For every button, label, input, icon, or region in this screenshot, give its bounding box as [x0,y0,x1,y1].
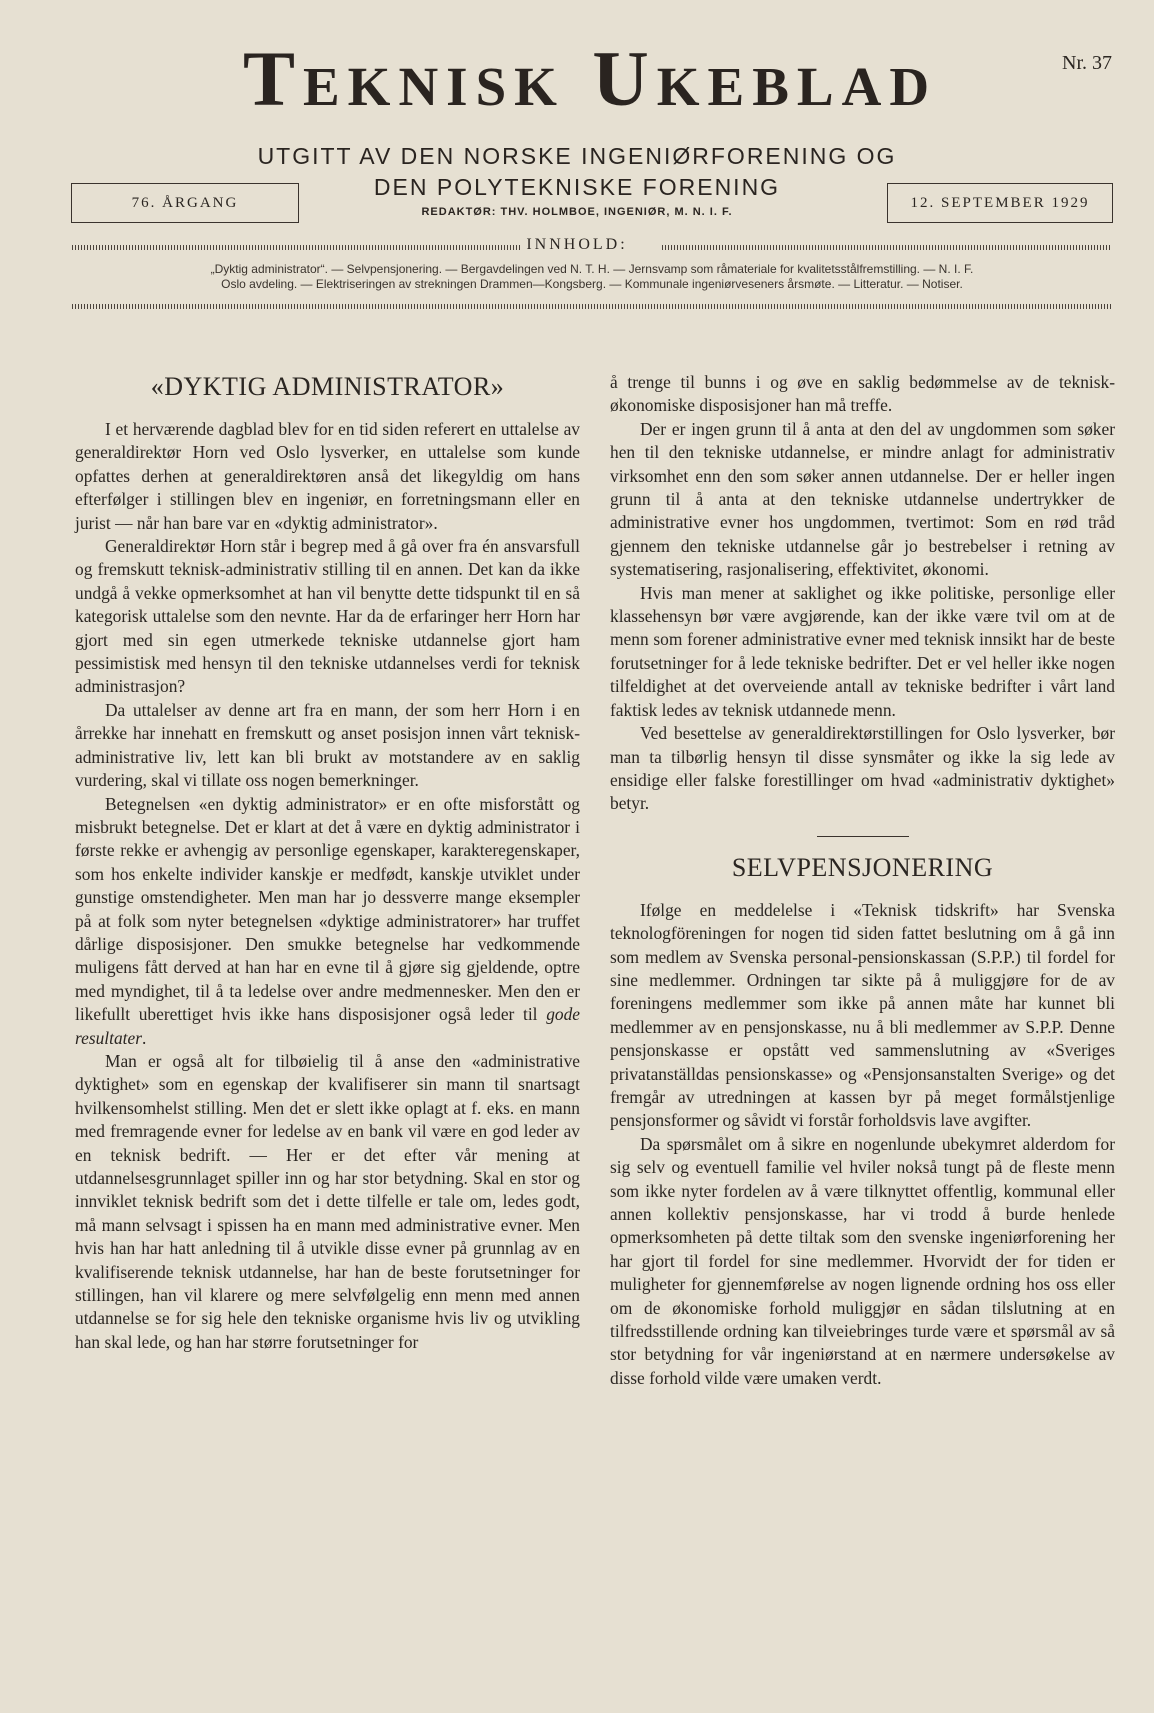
article-paragraph: Der er ingen grunn til å anta at den del av ungdommen som søker hen til den tekniske utdannelse, er mindre anlagt for administrativ virksomhet enn den som søker annen utdannelse. Der er heller ingen grunn til å anta at den tekniske utdannelse undertrykker de administrative evner hos ungdommen, tvertimot: Som en rød tråd gjennem den tekniske utdannelse går jo bestrebelser i retning av systematisering, rasjonalisering, effektivitet, økonomi. [610,418,1115,580]
article-paragraph: Ifølge en meddelelse i «Teknisk tidskrift» har Svenska teknologföreningen for nogen tid siden fattet beslutning om å gå inn som medlem av Svenska personal-pensionskassan (S.P.P.) til fordel for sine medlemmer. Ordningen tar sikte på å muliggjøre for de av foreningens medlemmer som ikke på annen måte har kunnet bli medlemmer av en pensjonskasse, nu å bli medlemmer av S.P.P. Denne pensjonskasse er opstått ved sammenslutning av «Sveriges privatanställdas pensionskasse» og «Pensjonsanstalten Sverige» og det fremgår av utredningen at kassen byr på meget formålstjenlige pensjonsformer og såvidt vi forstår forholdsvis lave avgifter. [610,899,1115,1131]
contents-line-1: „Dyktig administrator“. — Selvpensjonering. — Bergavdelingen ved N. T. H. — Jernsvamp som råmateriale for kvalitetsstålfremstilling. — N. I. F. [210,262,974,276]
issue-number: Nr. 37 [1062,52,1112,74]
dotted-rule-bottom [72,304,1112,309]
date-box: 12. SEPTEMBER 1929 [887,183,1113,223]
article-paragraph [75,793,580,1050]
article-continuation: å trenge til bunns i og øve en saklig bedømmelse av de teknisk-økonomiske disposisjoner han må treffe. [610,372,1115,416]
paragraph-end: . [141,1027,147,1048]
contents-line-2: Oslo avdeling. — Elektriseringen av strekningen Drammen—Kongsberg. — Kommunale ingeniørveseners årsmøte. — Litteratur. — Notiser. [221,277,963,291]
emphasis-text: gode resultater [75,1004,580,1048]
left-column [75,372,580,1354]
masthead-title: Teknisk Ukeblad [242,35,938,122]
publisher-line-1: UTGITT AV DEN NORSKE INGENIØRFORENING OG [257,143,897,169]
dotted-rule-right [662,245,1112,250]
article-separator [817,836,909,837]
article-paragraph: Generaldirektør Horn står i begrep med å gå over fra én ansvarsfull og fremskutt teknisk-administrativ stilling til en annen. Det kan da ikke undgå å vekke opmerksomhet at han vil benytte dette tidspunkt til en så kategorisk uttalelse som den nevnte. Har da de erfaringer herr Horn har gjort med sin egen utmerkede tekniske utdannelse gjort ham pessimistisk med hensyn til den tekniske utdannelses verdi for teknisk administrasjon? [75,536,580,697]
article-paragraph: Ved besettelse av generaldirektørstillingen for Oslo lysverker, bør man ta tilbørlig hensyn til disse synsmåter og ikke la sig lede av ensidige eller falske forestillinger om hvad «administrativ dyktighet» betyr. [610,723,1115,814]
volume-box: 76. ÅRGANG [71,183,299,223]
editor-line: REDAKTØR: THV. HOLMBOE, INGENIØR, M. N. I. F. [421,206,733,218]
article-paragraph: Man er også alt for tilbøielig til å anse den «administrative dyktighet» som en egenskap der kvalifiserer sin mann til snartsagt hvilkensomhelst stilling. Men det er slett ikke oplagt at f. eks. en mann med fremragende evner for ledelse av en bank vil være en god leder av en teknisk bedrift. — Her er det efter vår mening at utdannelsesgrunnlaget spiller inn og har stor betydning. Skal en stor og innviklet teknisk bedrift som det i dette tilfelle er tale om, ledes godt, må mann selvsagt i spissen ha en mann med administrative evner. Men hvis han har hatt anledning til å utvikle disse evner på grunnlag av en kvalifiserende teknisk utdannelse, har han de beste forutsetninger for stillingen, han vil klarere og mere selvfølgelig enn menn med annen utdannelse se for sig hele den tekniske organisme hvis liv og utvikling han skal lede, og han har større forutsetninger for [75,1050,580,1352]
article-paragraph: Da spørsmålet om å sikre en nogenlunde ubekymret alderdom for sig selv og eventuell familie vel hviler nokså tungt på de fleste menn som ikke nyter fordelen av å være tilknyttet offentlig, kommunal eller annen kollektiv pensjonskasse, har vi trodd å burde henlede opmerksomheten på dette tiltak som den svenske ingeniørforening her har gjort til fordel for sine medlemmer. Hvorvidt der for tiden er muligheter for gjennemførelse av nogen lignende ordning hos oss eller om de økonomiske forhold muliggjør en sådan tilslutning at en tilfredsstillende ordning kan tilveiebringes turde være et spørsmål av så stor betydning for vår ingeniørstand at en nærmere undersøkelse av disse forhold vilde være umaken verdt. [610,1133,1115,1388]
article-title: «DYKTIG ADMINISTRATOR» [150,372,505,401]
article-paragraph: Da uttalelser av denne art fra en mann, der som herr Horn i en årrekke har innehatt en fremskutt og anset posisjon innen vårt teknisk-administrative liv, lett kan bli brukt av motstandere av en saklig vurdering, skal vi tillate oss nogen bemerkninger. [75,699,580,791]
right-column [610,371,1115,1390]
publisher-line-2: DEN POLYTEKNISKE FORENING [373,174,781,200]
contents-heading: INNHOLD: [526,236,628,253]
paragraph-text: Betegnelsen «en dyktig administrator» er en ofte misforstått og misbrukt betegnelse. Det er klart at det å være en dyktig administrator i første rekke er avhengig av personlige egenskaper, karakteregenskaper, som hos enkelte individer kanskje er medfødt, kanskje utviklet under gunstige omstendigheter. Men man har jo dessverre mange eksempler på at folk som nyter betegnelsen «dyktige administratorer» har truffet dårlige disposisjoner. Den smukke betegnelse har vedkommende muligens fått derved at han har en evne til å gjøre sig gjeldende, optre med myndighet, til å ta ledelse over andre medmennesker. Men den er likefullt uberettiget hvis ikke hans disposisjoner også leder til [75,793,580,1025]
article-paragraph: Hvis man mener at saklighet og ikke politiske, personlige eller klassehensyn bør være avgjørende, kan der ikke være tvil om at de menn som forener administrative evner med teknisk innsikt har de beste forutsetninger for å lede tekniske bedrifter. Det er vel heller ikke nogen tilfeldighet at det overveiende antall av tekniske bedrifter i vårt land faktisk ledes av teknisk utdannede menn. [610,582,1115,720]
article-paragraph: I et herværende dagblad blev for en tid siden referert en uttalelse av generaldirektør Horn ved Oslo lysverker, en uttalelse som kunde opfattes derhen at generaldirektøren anså det likegyldig om hans efterfølger i stillingen blev en ingeniør, en forretningsmann eller en jurist — når han bare var en «dyktig administrator». [75,419,580,533]
article-title: SELVPENSJONERING [731,852,994,882]
